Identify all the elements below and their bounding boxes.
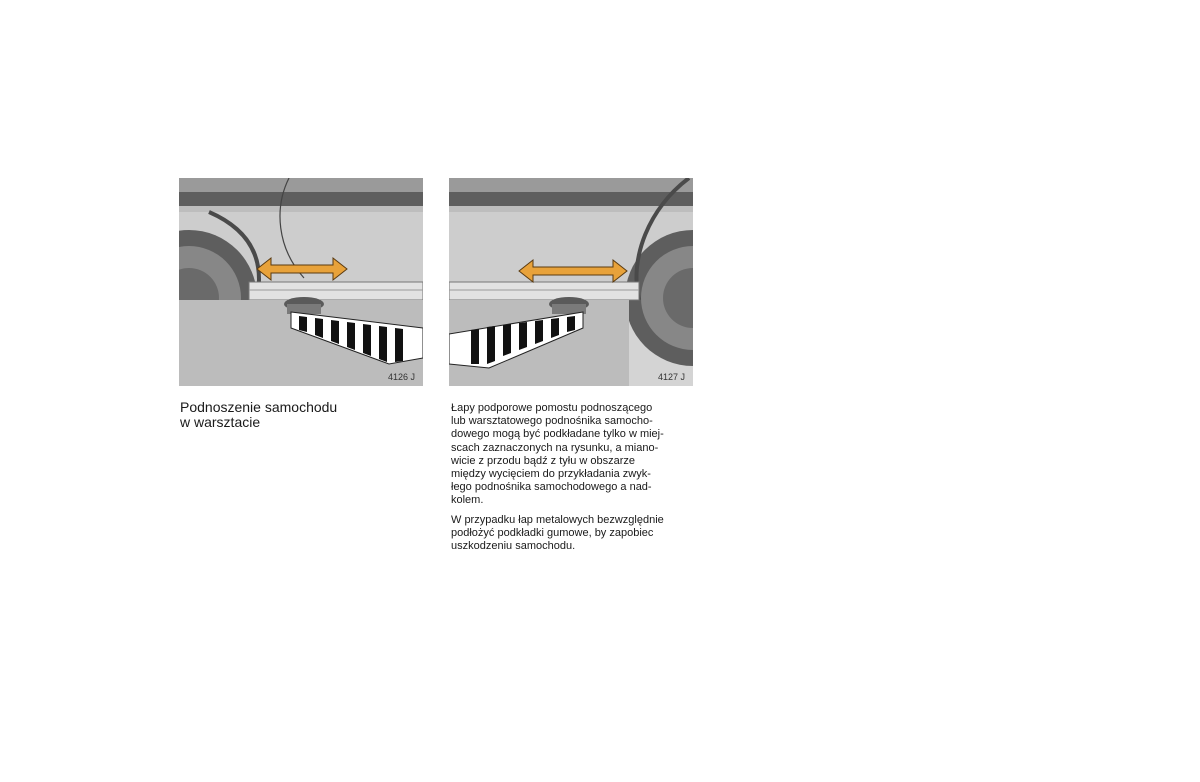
figure-code: 4127 J: [657, 372, 685, 382]
section-heading: [180, 400, 400, 430]
paragraph-rubber-pads: [451, 514, 694, 554]
heading-line: Podnoszenie samochodu: [180, 399, 338, 415]
figure-rear-lift-point: [449, 178, 693, 386]
text-line: Łapy podporowe pomostu podnoszącego: [451, 402, 653, 414]
car-underside-illustration-front: [179, 178, 423, 386]
text-line: lub warsztatowego podnośnika samocho-: [451, 415, 653, 428]
heading-line: w warsztacie: [180, 414, 261, 430]
body-text: [451, 402, 694, 559]
paragraph-lift-points: [451, 402, 694, 508]
text-line: podłożyć podkładki gumowe, by zapobiec: [451, 526, 654, 539]
figure-front-lift-point: [179, 178, 423, 386]
text-line: kolem.: [451, 494, 484, 507]
text-line: między wycięciem do przykładania zwyk-: [451, 468, 651, 481]
text-line: łego podnośnika samochodowego a nad-: [451, 481, 652, 494]
car-underside-illustration-rear: [449, 178, 693, 386]
text-line: wicie z przodu bądź z tyłu w obszarze: [451, 454, 636, 467]
figure-code: 4126 J: [387, 372, 415, 382]
text-line: dowego mogą być podkładane tylko w miej-: [451, 428, 664, 441]
text-line: scach zaznaczonych na rysunku, a miano-: [451, 441, 659, 454]
text-line: W przypadku łap metalowych bezwzględnie: [451, 513, 664, 526]
text-line: uszkodzeniu samochodu.: [451, 540, 576, 553]
